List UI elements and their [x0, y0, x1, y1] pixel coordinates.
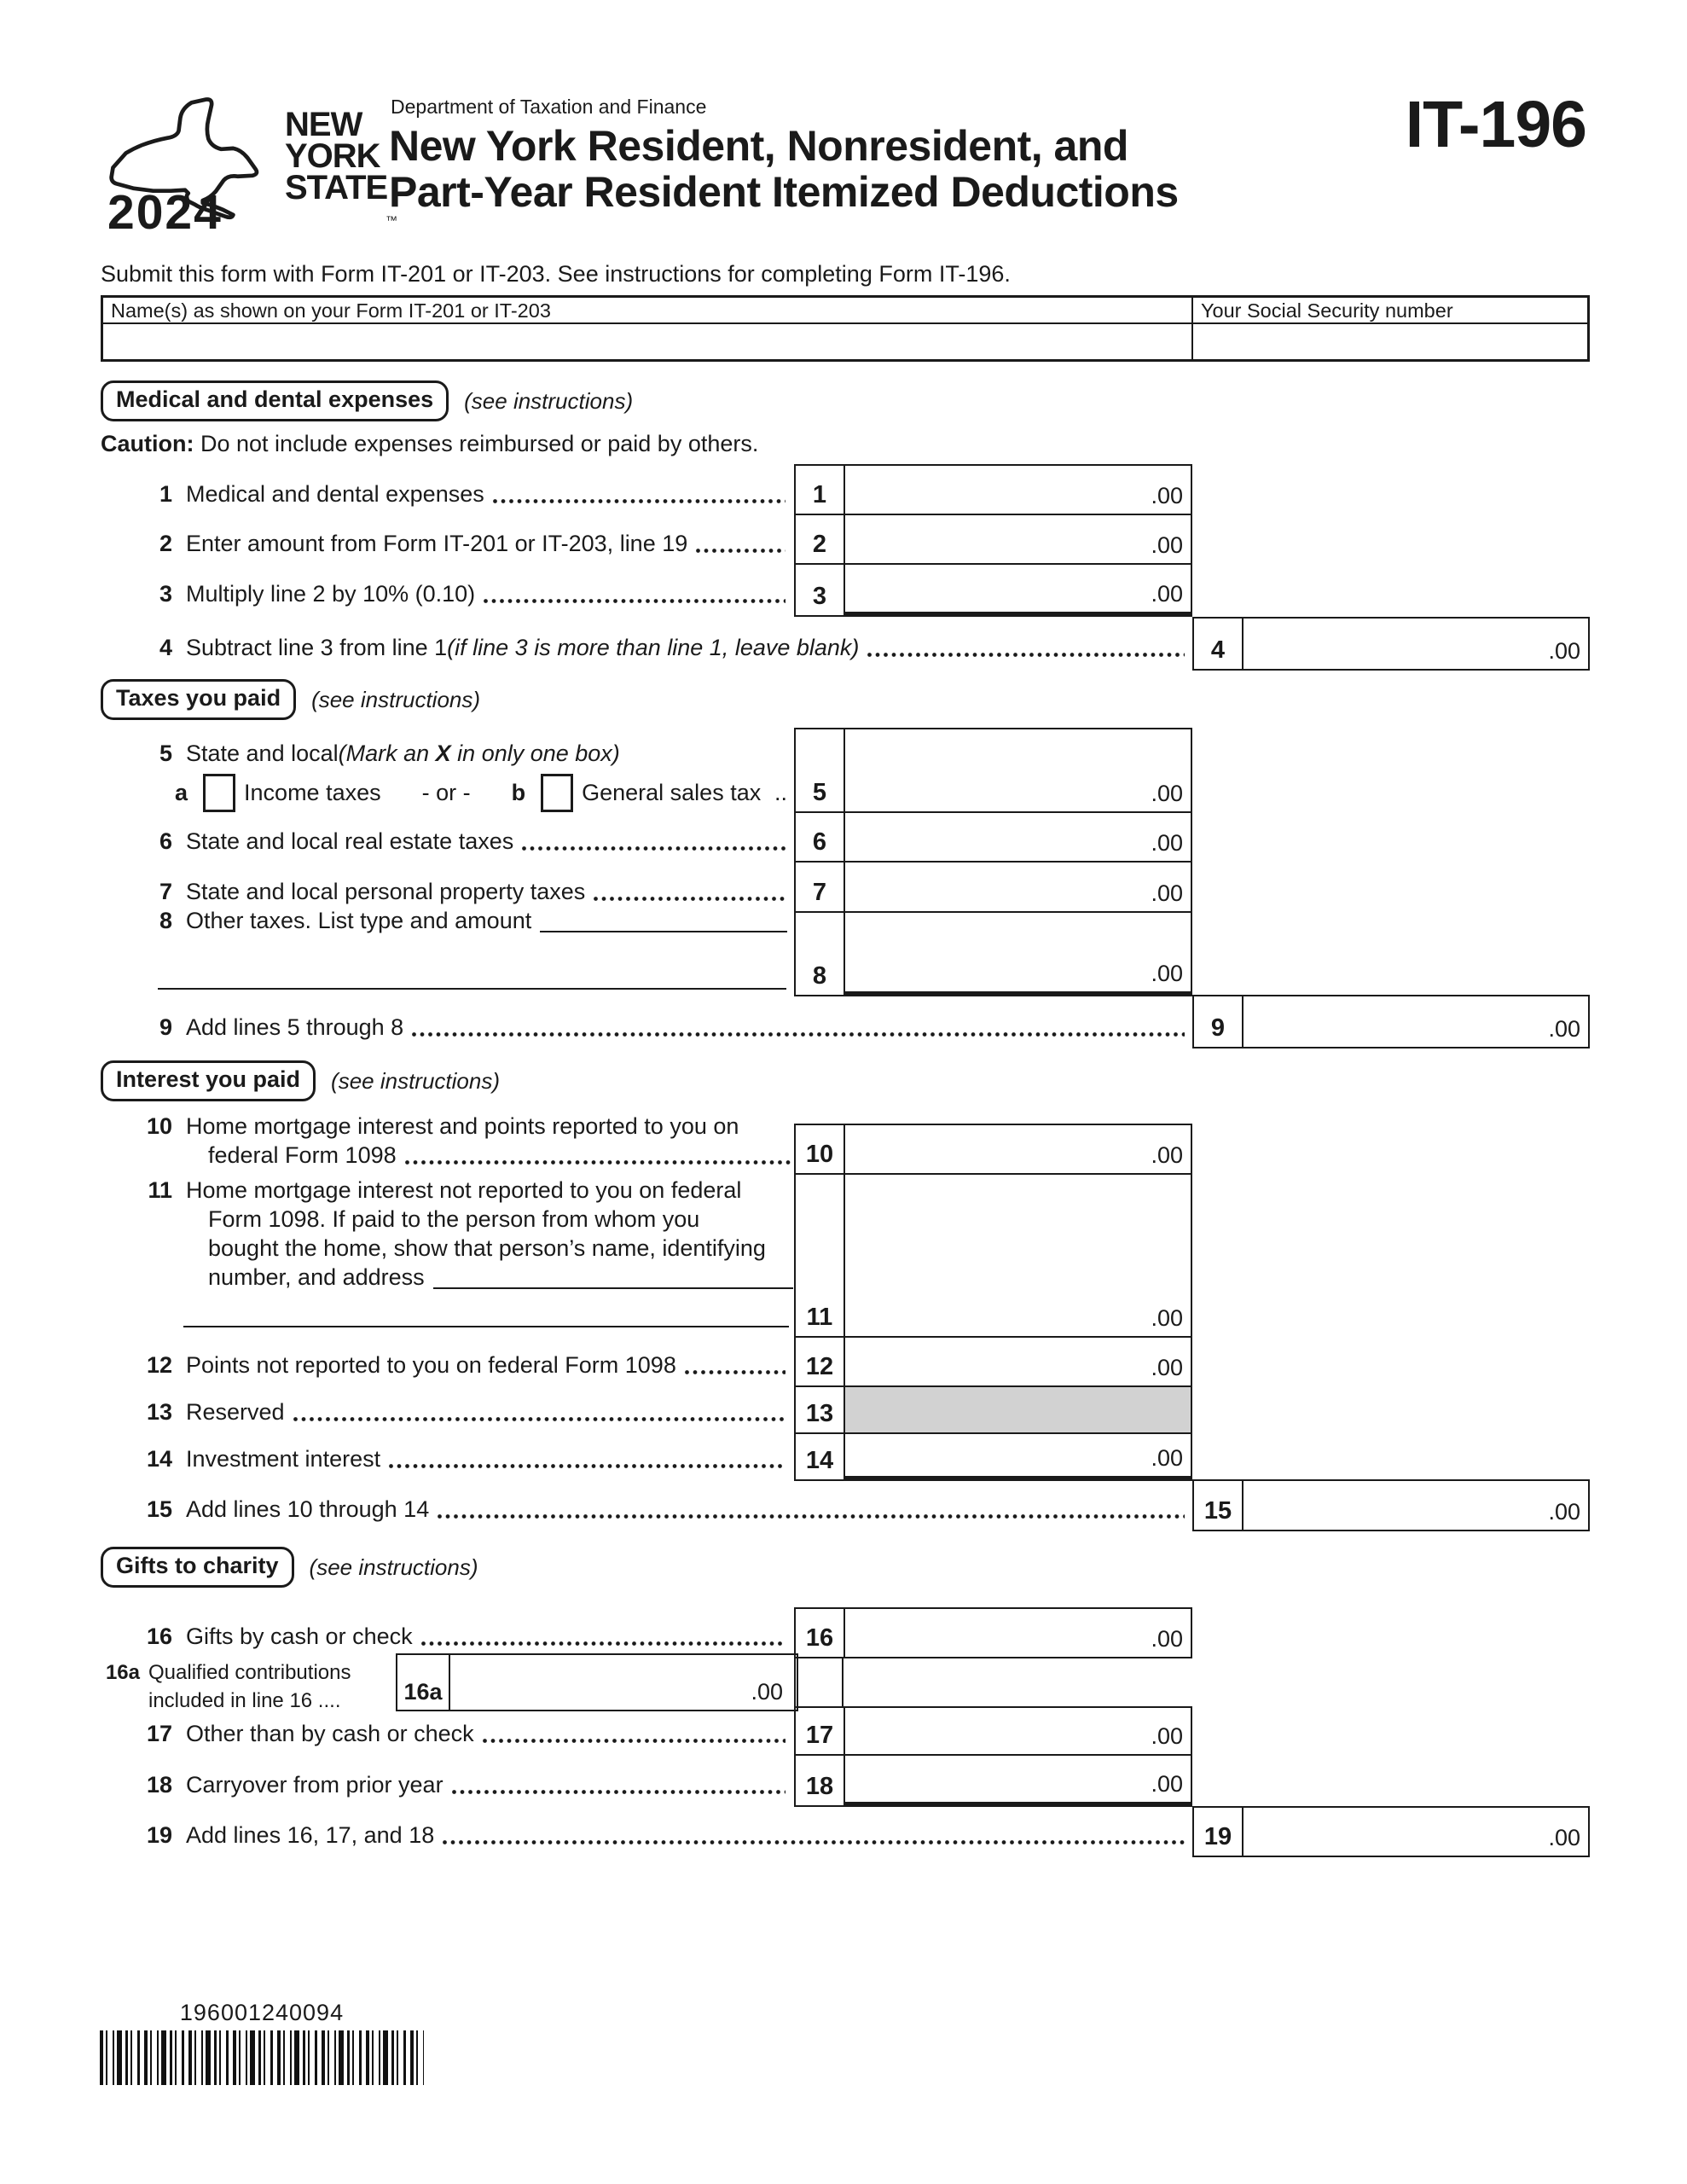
line-label: number, and address [208, 1264, 425, 1290]
trademark-symbol: ™ [386, 213, 397, 227]
line-label: Medical and dental expenses [186, 481, 484, 507]
line-5-box-number: 5 [796, 729, 845, 811]
form-title-line2: Part-Year Resident Itemized Deductions [389, 168, 1179, 216]
line-7-amount-input[interactable]: .00 [1151, 880, 1183, 906]
section-taxes-note: (see instructions) [311, 686, 481, 712]
line-number: 4 [159, 635, 172, 660]
line-number: 17 [146, 1721, 172, 1746]
line-label: State and local real estate taxes [186, 828, 514, 854]
line-6-amount-box [794, 811, 1192, 863]
line-11-row [128, 1176, 795, 1292]
line-label: Investment interest [186, 1446, 381, 1472]
logo-year: 2024 [107, 185, 223, 240]
line-8-box-number: 8 [796, 913, 845, 995]
line-19-box-number: 19 [1194, 1808, 1244, 1856]
barcode [100, 2030, 424, 2085]
line-number: 10 [146, 1113, 172, 1139]
line-number: 6 [159, 828, 172, 854]
line-4-amount-box [1192, 617, 1590, 671]
line-label: Enter amount from Form IT-201 or IT-203, line 19 [186, 531, 688, 556]
line-6-box-number: 6 [796, 813, 845, 861]
dotted-leader [685, 1368, 786, 1376]
line-8-amount-input[interactable]: .00 [845, 913, 1191, 995]
line-11-amount-input[interactable]: .00 [1151, 1305, 1183, 1331]
line-7-amount-box [794, 861, 1192, 913]
line-3-amount-box [794, 563, 1192, 617]
line-5-amount-input[interactable]: .00 [1151, 781, 1183, 806]
line-number: 18 [146, 1772, 172, 1798]
line-6-row [128, 827, 789, 856]
line-13-amount-box [794, 1385, 1192, 1434]
section-gifts-header [101, 1547, 478, 1588]
line-19-amount-input[interactable]: .00 [1548, 1825, 1580, 1850]
line-label: Other taxes. List type and amount [186, 908, 532, 933]
checkbox-5a-income-taxes[interactable] [203, 774, 235, 812]
line-number: 2 [159, 531, 172, 556]
section-gifts-title: Gifts to charity [101, 1547, 294, 1588]
section-gifts-note: (see instructions) [309, 1554, 478, 1580]
line-label: federal Form 1098 [208, 1142, 397, 1168]
line-10-amount-input[interactable]: .00 [1151, 1142, 1183, 1168]
submit-instructions: Submit this form with Form IT-201 or IT-203. See instructions for completing Form IT-196. [101, 261, 1011, 287]
line-8-amount-box [794, 911, 1192, 996]
line-label: State and local [186, 741, 339, 766]
line-14-row [128, 1444, 789, 1473]
line-label: Form 1098. If paid to the person from whom you [208, 1206, 700, 1232]
line-number: 9 [159, 1014, 172, 1040]
line-label: Home mortgage interest and points reported to you on [186, 1113, 739, 1139]
dotted-leader [594, 895, 786, 903]
option-a-label: Income taxes [244, 779, 381, 805]
line-16-box-number: 16 [796, 1609, 845, 1657]
dotted-leader [696, 547, 786, 555]
line-label: Carryover from prior year [186, 1772, 443, 1798]
name-input[interactable] [103, 324, 1193, 359]
line-16-amount-box [794, 1607, 1192, 1658]
line-2-amount-box [794, 514, 1192, 565]
line-18-box-number: 18 [796, 1756, 845, 1805]
line-3-amount-input[interactable]: .00 [845, 565, 1191, 615]
line-16-amount-input[interactable]: .00 [1151, 1626, 1183, 1652]
number-column-strip [794, 1657, 844, 1708]
line-number: 13 [146, 1399, 172, 1425]
dotted-leader [484, 597, 786, 605]
line-16a-row [101, 1658, 395, 1715]
line-7-box-number: 7 [796, 863, 845, 911]
line-label: Multiply line 2 by 10% (0.10) [186, 581, 476, 607]
dotted-leader [443, 1838, 1185, 1846]
line-15-amount-input[interactable]: .00 [1548, 1499, 1580, 1525]
line-number: 15 [146, 1496, 172, 1522]
ssn-input[interactable] [1193, 324, 1587, 359]
line-12-box-number: 12 [796, 1338, 845, 1385]
line-14-amount-input[interactable]: .00 [845, 1434, 1191, 1479]
dotted-leader [421, 1640, 786, 1647]
line-15-amount-box [1192, 1479, 1590, 1531]
line-17-box-number: 17 [796, 1708, 845, 1754]
line-17-amount-input[interactable]: .00 [1151, 1723, 1183, 1749]
line-label: Add lines 10 through 14 [186, 1496, 430, 1522]
line-9-amount-input[interactable]: .00 [1548, 1016, 1580, 1042]
line-label: Other than by cash or check [186, 1721, 474, 1746]
line-5-amount-box [794, 728, 1192, 813]
line-label-note: (Mark an X in only one box) [338, 741, 620, 766]
dotted-leader [405, 1159, 791, 1166]
line-label: State and local personal property taxes [186, 879, 586, 904]
line-number: 19 [146, 1822, 172, 1848]
section-interest-header [101, 1060, 500, 1101]
line-10-box-number: 10 [796, 1125, 845, 1173]
line-3-box-number: 3 [796, 565, 845, 615]
section-taxes-header [101, 679, 480, 720]
line-11-writein-line[interactable] [183, 1326, 789, 1327]
line-18-amount-input[interactable]: .00 [845, 1756, 1191, 1805]
line-label: bought the home, show that person’s name, identifying [208, 1235, 766, 1261]
line-number: 16 [146, 1623, 172, 1649]
line-1-amount-box [794, 464, 1192, 515]
logo-word-new: NEW [285, 106, 362, 143]
line-number: 14 [146, 1446, 172, 1472]
line-number: 12 [146, 1352, 172, 1378]
form-title-line1: New York Resident, Nonresident, and [389, 122, 1128, 170]
line-9-amount-box [1192, 995, 1590, 1048]
line-number: 3 [159, 581, 172, 607]
dotted-leader [438, 1513, 1185, 1520]
line-2-amount-input[interactable]: .00 [1151, 532, 1183, 558]
line-number: 16a [105, 1661, 140, 1684]
ssn-label: Your Social Security number [1193, 298, 1587, 324]
line-7-row [128, 877, 789, 906]
line-number: 5 [159, 741, 172, 766]
barcode-number: 196001240094 [179, 2000, 345, 2025]
line-10-row [128, 1112, 795, 1170]
caution-note: Caution: Do not include expenses reimbursed or paid by others. [101, 431, 759, 456]
option-b-label: General sales tax [582, 779, 762, 805]
line-16a-amount-input[interactable]: .00 [751, 1679, 783, 1705]
line-6-amount-input[interactable]: .00 [1151, 830, 1183, 856]
taxpayer-info-table [101, 295, 1590, 362]
line-14-amount-box [794, 1432, 1192, 1481]
line-19-row [128, 1821, 1188, 1850]
dotted-leader [867, 651, 1185, 659]
checkbox-5b-general-sales-tax[interactable] [541, 774, 573, 812]
line-1-amount-input[interactable]: .00 [1151, 483, 1183, 508]
line-19-amount-box [1192, 1806, 1590, 1857]
line-4-row [128, 633, 1188, 662]
line-label: Reserved [186, 1399, 285, 1425]
line-15-row [128, 1495, 1188, 1524]
line-9-row [128, 1013, 1188, 1042]
option-b-key: b [511, 779, 526, 805]
line-2-box-number: 2 [796, 515, 845, 563]
line-16a-amount-box [396, 1653, 798, 1711]
line-number: 11 [148, 1177, 172, 1203]
line-12-amount-box [794, 1336, 1192, 1387]
line-16a-box-number: 16a [397, 1655, 450, 1710]
dotted-leader [452, 1788, 786, 1796]
dotted-leader [493, 497, 786, 505]
dotted-leader [389, 1462, 786, 1470]
line-13-box-number: 13 [796, 1387, 845, 1432]
section-interest-note: (see instructions) [331, 1067, 501, 1094]
option-a-key: a [175, 779, 188, 805]
line-13-row [128, 1397, 789, 1426]
agency-name: Department of Taxation and Finance [391, 96, 707, 118]
line-11-amount-box [794, 1173, 1192, 1338]
line-label: Gifts by cash or check [186, 1623, 413, 1649]
line-label: Home mortgage interest not reported to you on federal [186, 1177, 742, 1203]
line-18-row [128, 1770, 789, 1799]
section-medical-title: Medical and dental expenses [101, 380, 449, 421]
line-3-row [128, 579, 789, 608]
line-18-amount-box [794, 1754, 1192, 1807]
line-1-box-number: 1 [796, 466, 845, 514]
section-taxes-title: Taxes you paid [101, 679, 296, 720]
line-8-row [128, 906, 789, 935]
line-14-box-number: 14 [796, 1434, 845, 1479]
or-text: - or - [421, 779, 471, 805]
line-16-row [128, 1622, 789, 1651]
line-label: Subtract line 3 from line 1 [186, 635, 448, 660]
section-medical-note: (see instructions) [464, 387, 634, 414]
name-label: Name(s) as shown on your Form IT-201 or IT-203 [103, 298, 1193, 324]
logo-word-state: STATE [285, 169, 388, 206]
line-2-row [128, 529, 789, 558]
logo-wordmark [285, 106, 388, 206]
line-number: 7 [159, 879, 172, 904]
line-8-type-amount-blank[interactable] [540, 931, 787, 932]
line-label: Add lines 5 through 8 [186, 1014, 404, 1040]
line-5-row [128, 739, 789, 768]
line-15-box-number: 15 [1194, 1481, 1244, 1530]
line-number: 8 [159, 908, 172, 933]
section-medical-header [101, 380, 633, 421]
line-12-row [128, 1350, 789, 1380]
line-9-box-number: 9 [1194, 996, 1244, 1047]
section-interest-title: Interest you paid [101, 1060, 316, 1101]
line-11-box-number: 11 [796, 1175, 845, 1336]
line-label: Points not reported to you on federal Form 1098 [186, 1352, 676, 1378]
line-1-row [128, 479, 789, 508]
line-label: Qualified contributions [148, 1661, 351, 1684]
line-17-row [128, 1719, 789, 1748]
dotted-leader [483, 1737, 786, 1745]
line-5-checkbox-row [175, 773, 787, 812]
line-label-note: (if line 3 is more than line 1, leave blank) [447, 635, 860, 660]
line-11-address-blank[interactable] [433, 1287, 793, 1289]
leader-tail: .. [774, 779, 787, 805]
line-4-amount-input[interactable]: .00 [1548, 638, 1580, 664]
line-number: 1 [159, 481, 172, 507]
line-label: Add lines 16, 17, and 18 [186, 1822, 435, 1848]
dotted-leader [293, 1415, 786, 1423]
form-number: IT-196 [1405, 88, 1586, 161]
logo-word-york: YORK [285, 137, 380, 175]
line-10-amount-box [794, 1124, 1192, 1175]
line-8-writein-line[interactable] [158, 988, 786, 990]
line-4-box-number: 4 [1194, 619, 1244, 669]
line-12-amount-input[interactable]: .00 [1151, 1355, 1183, 1380]
line-17-amount-box [794, 1706, 1192, 1756]
line-label: included in line 16 .... [148, 1689, 341, 1712]
line-13-reserved-cell [845, 1387, 1191, 1432]
dotted-leader [522, 845, 786, 852]
dotted-leader [412, 1031, 1185, 1038]
